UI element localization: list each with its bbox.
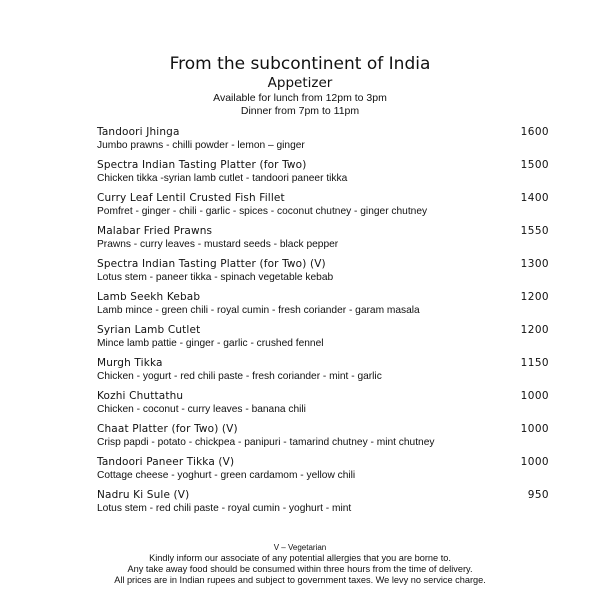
item-price: 1000 [520, 456, 549, 468]
footer-notes [0, 553, 600, 586]
item-name: Kozhi Chuttathu [97, 390, 184, 402]
lunch-hours: Available for lunch from 12pm to 3pm [213, 92, 387, 104]
menu-item [97, 357, 549, 390]
item-name: Curry Leaf Lentil Crusted Fish Fillet [97, 192, 285, 204]
dinner-hours: Dinner from 7pm to 11pm [240, 105, 360, 117]
item-description: Pomfret - ginger - chili - garlic - spices - coconut chutney - ginger chutney [97, 206, 428, 217]
item-description: Cottage cheese - yoghurt - green cardamom - yellow chili [97, 470, 356, 481]
item-name: Tandoori Jhinga [97, 126, 180, 138]
item-description: Lotus stem - red chili paste - royal cumin - yoghurt - mint [97, 503, 352, 514]
allergy-note: Kindly inform our associate of any potential allergies that you are borne to. [149, 553, 451, 563]
menu-item [97, 192, 549, 225]
item-price: 1500 [520, 159, 549, 171]
menu-item-list [97, 126, 549, 522]
item-price: 1300 [520, 258, 549, 270]
item-description: Lotus stem - paneer tikka - spinach vegetable kebab [97, 272, 334, 283]
menu-item [97, 126, 549, 159]
item-price: 1000 [520, 423, 549, 435]
menu-item [97, 324, 549, 357]
menu-item [97, 456, 549, 489]
item-price: 1400 [520, 192, 549, 204]
menu-item [97, 390, 549, 423]
menu-footer [0, 543, 600, 586]
pricing-note: All prices are in Indian rupees and subject to government taxes. We levy no service charge. [114, 575, 486, 585]
item-name: Murgh Tikka [97, 357, 163, 369]
item-price: 1200 [520, 324, 549, 336]
item-price: 1550 [520, 225, 549, 237]
item-description: Mince lamb pattie - ginger - garlic - crushed fennel [97, 338, 324, 349]
item-name: Spectra Indian Tasting Platter (for Two) [97, 159, 307, 171]
menu-header [0, 54, 600, 117]
item-description: Chicken - yogurt - red chili paste - fresh coriander - mint - garlic [97, 371, 382, 382]
item-description: Prawns - curry leaves - mustard seeds - black pepper [97, 239, 339, 250]
item-price: 950 [527, 489, 549, 501]
item-name: Chaat Platter (for Two) (V) [97, 423, 238, 435]
menu-item [97, 225, 549, 258]
menu-item [97, 423, 549, 456]
menu-item [97, 489, 549, 522]
item-description: Jumbo prawns - chilli powder - lemon – ginger [97, 140, 305, 151]
item-price: 1150 [520, 357, 549, 369]
vegetarian-legend: V – Vegetarian [273, 543, 327, 552]
item-description: Chicken tikka -syrian lamb cutlet - tandoori paneer tikka [97, 173, 348, 184]
item-name: Syrian Lamb Cutlet [97, 324, 201, 336]
item-price: 1000 [520, 390, 549, 402]
item-price: 1200 [520, 291, 549, 303]
item-description: Chicken - coconut - curry leaves - banana chili [97, 404, 306, 415]
item-description: Lamb mince - green chili - royal cumin - fresh coriander - garam masala [97, 305, 420, 316]
item-name: Spectra Indian Tasting Platter (for Two) (V) [97, 258, 326, 270]
menu-item [97, 258, 549, 291]
menu-item [97, 291, 549, 324]
page-title: From the subcontinent of India [169, 54, 431, 74]
menu-item [97, 159, 549, 192]
item-description: Crisp papdi - potato - chickpea - panipuri - tamarind chutney - mint chutney [97, 437, 435, 448]
takeaway-note: Any take away food should be consumed within three hours from the time of delivery. [127, 564, 473, 574]
section-title: Appetizer [267, 75, 333, 91]
item-name: Lamb Seekh Kebab [97, 291, 201, 303]
item-price: 1600 [520, 126, 549, 138]
item-name: Tandoori Paneer Tikka (V) [97, 456, 235, 468]
item-name: Malabar Fried Prawns [97, 225, 213, 237]
item-name: Nadru Ki Sule (V) [97, 489, 190, 501]
